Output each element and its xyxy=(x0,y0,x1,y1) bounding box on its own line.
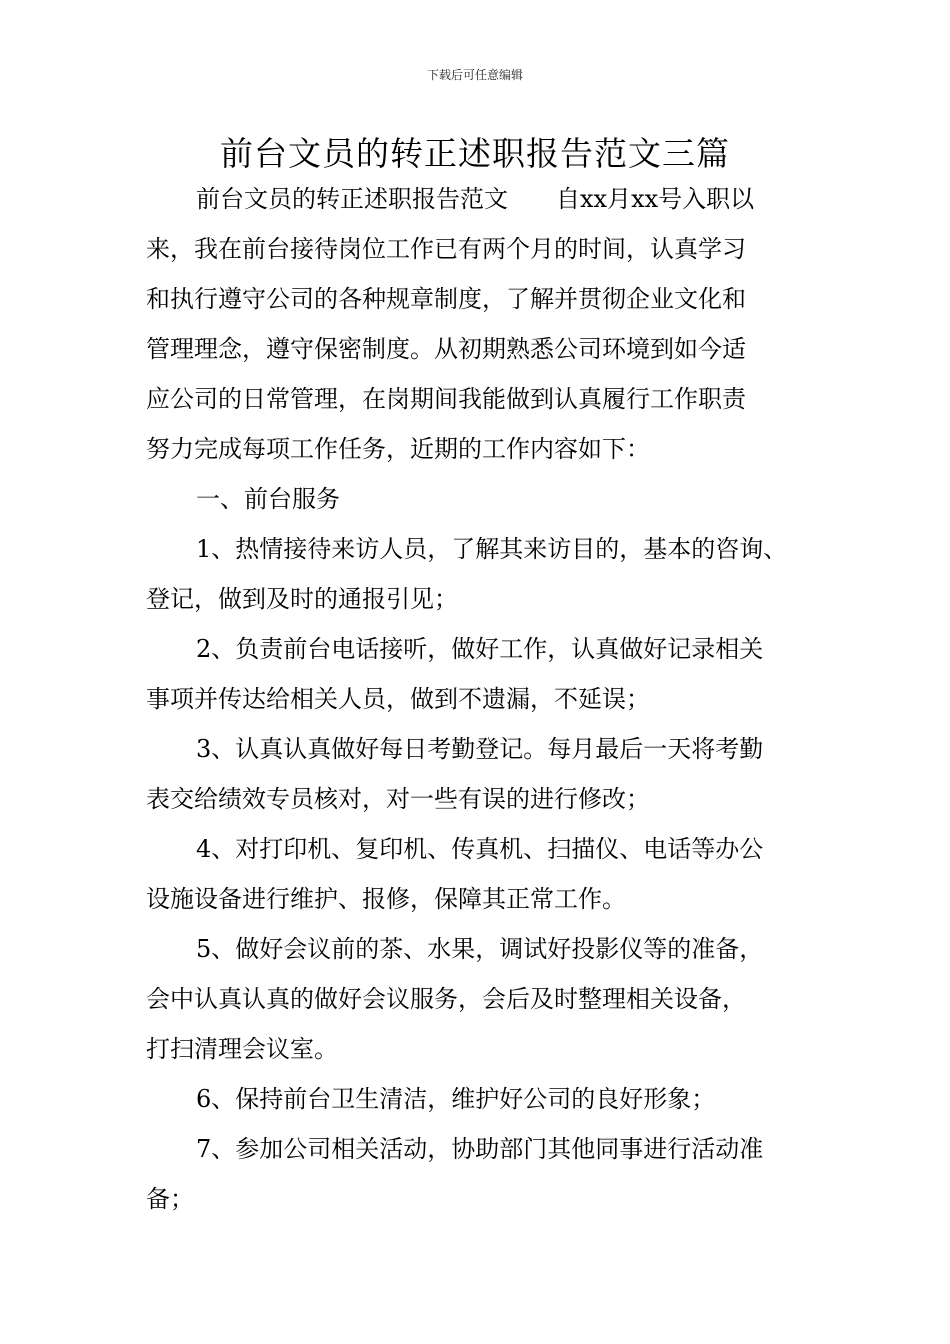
body-line: 设施设备进行维护、报修，保障其正常工作。 xyxy=(146,885,626,913)
body-line: 登记，做到及时的通报引见； xyxy=(146,585,458,613)
body-line: 7、参加公司相关活动，协助部门其他同事进行活动准 xyxy=(196,1135,764,1163)
body-line: 3、认真认真做好每日考勤登记。每月最后一天将考勤 xyxy=(196,735,764,763)
body-line: 备； xyxy=(146,1185,194,1213)
body-line: 6、保持前台卫生清洁，维护好公司的良好形象； xyxy=(196,1085,716,1113)
body-line: 管理理念，遵守保密制度。从初期熟悉公司环境到如今适 xyxy=(146,335,746,363)
body-line: 表交给绩效专员核对，对一些有误的进行修改； xyxy=(146,785,650,813)
body-line: 事项并传达给相关人员，做到不遗漏，不延误； xyxy=(146,685,650,713)
body-line: 5、做好会议前的茶、水果，调试好投影仪等的准备， xyxy=(196,935,764,963)
body-line: 和执行遵守公司的各种规章制度，了解并贯彻企业文化和 xyxy=(146,285,746,313)
body-line: 前台文员的转正述职报告范文 自xx月xx号入职以 xyxy=(196,185,755,213)
body-line: 来，我在前台接待岗位工作已有两个月的时间，认真学习 xyxy=(146,235,746,263)
body-line: 1、热情接待来访人员，了解其来访目的，基本的咨询、 xyxy=(196,535,788,563)
header-note: 下载后可任意编辑 xyxy=(426,68,523,82)
body-line: 4、对打印机、复印机、传真机、扫描仪、电话等办公 xyxy=(196,835,764,863)
body-line: 打扫清理会议室。 xyxy=(146,1035,338,1063)
body-line: 2、负责前台电话接听，做好工作，认真做好记录相关 xyxy=(196,635,764,663)
section-heading: 一、前台服务 xyxy=(196,485,340,513)
document-body xyxy=(146,174,816,1224)
body-line: 会中认真认真的做好会议服务，会后及时整理相关设备， xyxy=(146,985,746,1013)
document-title: 前台文员的转正述职报告范文三篇 xyxy=(220,134,730,173)
body-line: 应公司的日常管理，在岗期间我能做到认真履行工作职责 xyxy=(146,385,746,413)
body-line: 努力完成每项工作任务，近期的工作内容如下： xyxy=(146,435,650,463)
